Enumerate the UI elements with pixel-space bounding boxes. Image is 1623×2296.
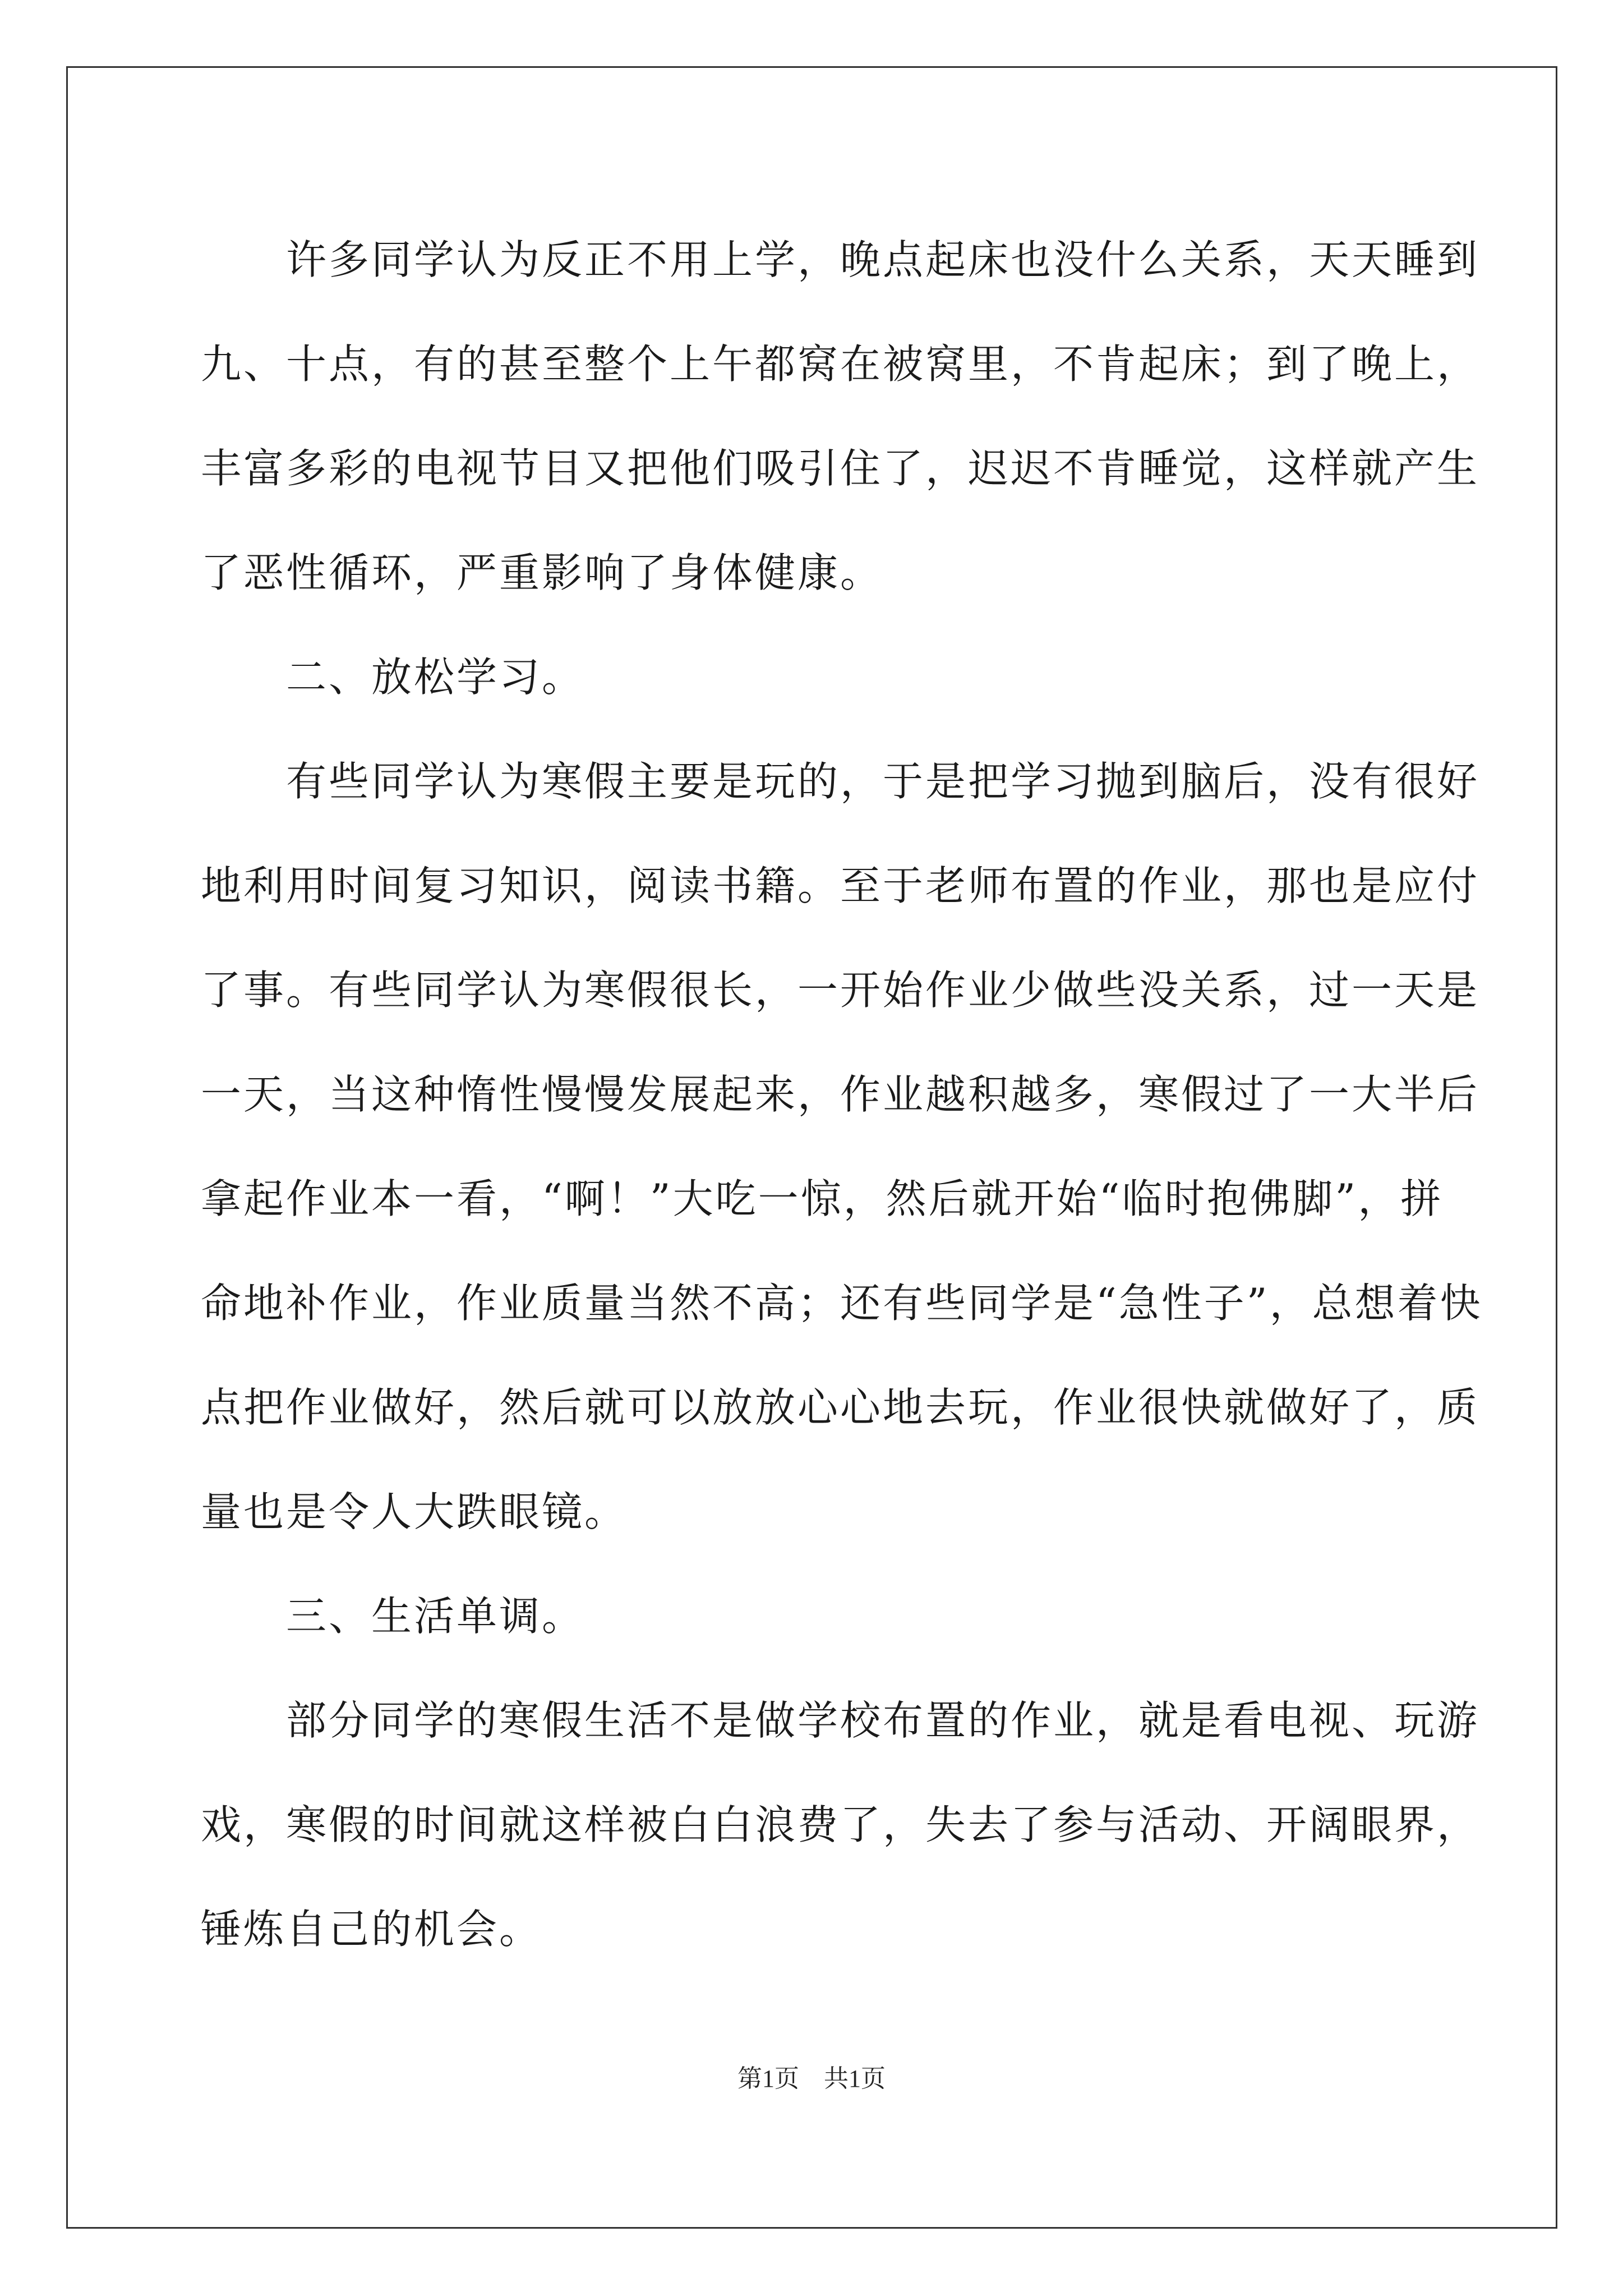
section-heading: 三、生活单调。: [201, 1593, 585, 1640]
text-line: 命地补作业，作业质量当然不高；还有些同学是“急性子”，总想着快: [201, 1280, 1483, 1327]
page-footer: 第1页 共1页: [737, 2065, 886, 2092]
text-line: 一天，当这种惰性慢慢发展起来，作业越积越多，寒假过了一大半后: [201, 1071, 1480, 1118]
document-body: [201, 208, 1483, 1981]
text-line: 丰富多彩的电视节目又把他们吸引住了，迟迟不肯睡觉，这样就产生: [201, 445, 1480, 492]
text-line: 地利用时间复习知识，阅读书籍。至于老师布置的作业，那也是应付: [201, 862, 1480, 909]
text-line: 部分同学的寒假生活不是做学校布置的作业，就是看电视、玩游: [201, 1697, 1480, 1744]
section-heading: 二、放松学习。: [201, 654, 585, 701]
text-line: 了恶性循环，严重影响了身体健康。: [201, 549, 883, 596]
text-line: 了事。有些同学认为寒假很长，一开始作业少做些没关系，过一天是: [201, 967, 1480, 1014]
text-line: 许多同学认为反正不用上学，晚点起床也没什么关系，天天睡到: [201, 236, 1480, 283]
text-line: 量也是令人大跌眼镜。: [201, 1488, 628, 1535]
text-line: 点把作业做好，然后就可以放放心心地去玩，作业很快就做好了，质: [201, 1384, 1480, 1431]
text-line: 拿起作业本一看，“啊！”大吃一惊，然后就开始“临时抱佛脚”，拼: [201, 1175, 1444, 1222]
text-line: 有些同学认为寒假主要是玩的，于是把学习抛到脑后，没有很好: [201, 758, 1480, 805]
text-line: 锤炼自己的机会。: [201, 1906, 542, 1953]
text-line: 戏，寒假的时间就这样被白白浪费了，失去了参与活动、开阔眼界，: [201, 1801, 1480, 1848]
text-line: 九、十点，有的甚至整个上午都窝在被窝里，不肯起床；到了晚上，: [201, 341, 1480, 388]
